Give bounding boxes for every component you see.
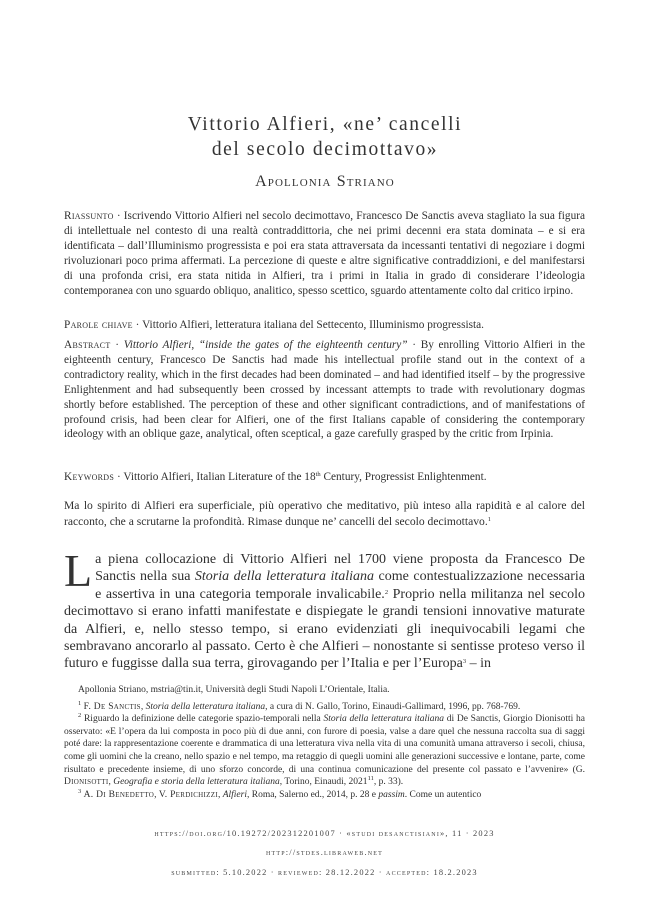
footnote-ref-1: 1 xyxy=(487,515,491,523)
footnote-3-comma: , xyxy=(217,789,223,800)
footnote-1-number: 1 xyxy=(78,699,82,707)
body-text-a: a piena collocazione di Vittorio Alfieri nel 1700 viene proposta da Francesco De Sanctis nella sua xyxy=(95,552,585,585)
footnote-3-author-2: V. Perdichizzi xyxy=(158,789,218,800)
footnote-2-title: Storia della letteratura italiana xyxy=(323,714,445,725)
footnote-1-rest: , a cura di N. Gallo, Torino, Einaudi-Gallimard, 1996, pp. 768-769. xyxy=(265,701,521,712)
footnote-ref-2: 2 xyxy=(384,588,389,596)
abstract-label: Abstract xyxy=(64,339,111,351)
title-line-1: Vittorio Alfieri, «ne’ cancelli xyxy=(187,114,463,135)
footnote-2-author: Dionisotti xyxy=(64,777,109,788)
footnote-1: $^1$ F. De Sanctis, Storia della letteratura italiana, a cura di N. Gallo, Torino, Einaudi-Gallimard, 1996, pp. 768-769. xyxy=(78,699,521,712)
journal-url-link[interactable]: http://stdes.libraweb.net xyxy=(265,848,384,857)
footnote-3-text-a: , Roma, Salerno ed., 2014, p. 28 e xyxy=(246,789,379,800)
footnote-2-text-a: Riguardo la definizione delle categorie spazio-temporali nella xyxy=(83,714,324,725)
keywords-superscript: th xyxy=(315,471,321,478)
title-line-2: del secolo decimottavo» xyxy=(211,139,439,160)
footnote-3-title: Alfieri xyxy=(222,789,247,800)
body-text-d: – in xyxy=(466,656,491,672)
footnote-2 xyxy=(64,713,585,789)
footnote-3-author-1: A. Di Benedetto xyxy=(83,789,155,800)
riassunto-label: Riassunto xyxy=(64,210,114,222)
parole-chiave-text: Vittorio Alfieri, letteratura italiana del Settecento, Illuminismo progressista. xyxy=(142,319,484,331)
footnotes xyxy=(64,684,585,801)
footnote-ref-3: 3 xyxy=(462,658,467,666)
epigraph-text: Ma lo spirito di Alfieri era superficiale, più operativo che meditativo, più inteso alla rapidità e al calore del racconto, che a scrutarne la profondità. Rimase dunque ne’ cancelli del secolo decimottavo. xyxy=(64,499,585,528)
footnote-3-sep: , xyxy=(154,789,159,800)
footnote-2-edition: 11 xyxy=(367,775,374,783)
affiliation-text: Apollonia Striano, mstria@tin.it, Università degli Studi Napoli L’Orientale, Italia. xyxy=(78,685,390,695)
footnote-2-text-d: , Torino, Einaudi, 2021 xyxy=(279,777,368,788)
drop-cap: L xyxy=(64,545,93,596)
footnote-1-author: F. De Sanctis xyxy=(83,701,141,712)
riassunto-text: Iscrivendo Vittorio Alfieri nel secolo decimottavo, Francesco De Sanctis aveva stagliato la sua figura di intellettuale nel contesto di una realtà contraddittoria, che nei primi decenni era stata dominata – e si era identificata – dall’Illuminismo progressista e poi era stata attraversata da incessanti tentativi di negoziare i dogmi rivoluzionari poco prima affermati. La percezione di queste e altre significative contraddizioni, e del manifestarsi di una profonda crisi, era stata nitida in Alfieri, tra i primi in Italia in grado di considerare l’ideologia contemporanea con uno sguardo obliquo, analitico, spesso scettico, sguardo attentamente colto dal critico irpino. xyxy=(64,210,585,297)
keywords-text-end: Century, Progressist Enlightenment. xyxy=(320,471,487,483)
article-title xyxy=(60,112,590,162)
epigraph xyxy=(64,498,585,529)
footnote-2-text-b: di De Sanctis, Giorgio Dionisotti ha osservato: «E l’opera da lui composta in poco più di due anni, con furore di poesia, valse a dare quel che nessuna raccolta sua di saggi poté dare: la rappresentazione coerente e drammatica di una letteratura viva nella vita di una comunità umana attraverso i secoli, chiusa, come gli uomini che la creano, nello spazio e nel tempo, ma retaggio di quegli uomini alle generazioni successive e lontane, parte, come risultato e precedente insieme, di uno sforzo concorde, di una continua comunicazione del presente col passato e l’avvenire» (G. xyxy=(64,714,585,775)
body-paragraph xyxy=(64,545,585,673)
keywords-section: Keywords · Vittorio Alfieri, Italian Literature of the 18th Century, Progressist Enlightenment. xyxy=(64,471,487,483)
article-author: Apollonia Striano xyxy=(255,173,395,190)
keywords-label: Keywords xyxy=(64,471,115,483)
parole-chiave-section: Parole chiave · Vittorio Alfieri, letteratura italiana del Settecento, Illuminismo progressista. xyxy=(64,319,484,331)
author-affiliation xyxy=(64,684,585,697)
footnote-1-title: Storia della letteratura italiana xyxy=(145,701,266,712)
keywords-text: Vittorio Alfieri, Italian Literature of the 18 xyxy=(123,471,316,483)
footnote-3-text-b: . Come un autentico xyxy=(404,789,482,800)
abstract-section: Abstract · Vittorio Alfieri, “inside the gates of the eighteenth century” · By enrolling Vittorio Alfieri in the eighteenth century, Francesco De Sanctis had made his intellectual profile stand out in the context of a contradictory reality, which in the first decades had been dominated – and had identified itself – by the progressive Enlightenment and had subsequently been crossed by incessant attempts to trade with revolutionary dogmas shortly before established. The perception of these and other significant contradictions, and of manifestations of profound crisis, had been clear for Alfieri, one of the first Italians capable of considering the contemporary ideology with an oblique gaze, analytical, often sceptical, a gaze carefully grasped by the critic from Irpinia. xyxy=(64,339,585,441)
footnote-3-number: 3 xyxy=(78,787,82,795)
abstract-text: By enrolling Vittorio Alfieri in the eighteenth century, Francesco De Sanctis had made his intellectual profile stand out in the context of a contradictory reality, which in the first decades had been dominated – and had identified itself – by the progressive Enlightenment and had subsequently been crossed by incessant attempts to trade with revolutionary dogmas shortly before established. The perception of these and other significant contradictions, and of manifestations of profound crisis, had been clear for Alfieri, one of the first Italians capable of considering the contemporary ideology with an oblique gaze, analytical, often sceptical, a gaze carefully grasped by the critic from Irpinia. xyxy=(64,339,585,441)
body-text-b: come contestualizzazione necessaria e assertiva in una categoria temporale invalicabile. xyxy=(95,569,585,602)
body-text-c: Proprio nella militanza nel secolo decimottavo si erano infatti manifestate e dispiegate le grandi tensioni innovative maturate da Alfieri, e, nello stesso tempo, si erano evidenziati gli inequivocabili legami che sembravano ancorarlo al passato. Certo è che Alfieri – nonostante si sentisse proteso verso il futuro e fuggisse dalla sua terra, girovagando per l’Italia e per l’Europa xyxy=(64,586,585,672)
footnote-2-title-2: Geografia e storia della letteratura italiana xyxy=(113,777,280,788)
doi-link[interactable]: https://doi.org/10.19272/202312201007 · «studi desanctisiani», 11 · 2023 xyxy=(154,829,495,838)
footnote-3-passim: passim xyxy=(378,789,405,800)
footnote-3 xyxy=(64,789,585,802)
parole-chiave-label: Parole chiave xyxy=(64,319,133,331)
abstract-title: Vittorio Alfieri, “inside the gates of the eighteenth century” xyxy=(123,339,408,351)
body-italic-title: Storia della letteratura italiana xyxy=(194,569,375,585)
footnote-2-text-e: , p. 33). xyxy=(373,777,404,788)
submission-dates: submitted: 5.10.2022 · reviewed: 28.12.2022 · accepted: 18.2.2023 xyxy=(171,868,478,877)
riassunto-section: Riassunto · Iscrivendo Vittorio Alfieri nel secolo decimottavo, Francesco De Sanctis aveva stagliato la sua figura di intellettuale nel contesto di una realtà contraddittoria, che nei primi decenni era stata dominata – e si era identificata – dall’Illuminismo progressista e poi era stata attraversata da incessanti tentativi di negoziare i dogmi rivoluzionari poco prima affermati. La percezione di queste e altre significative contraddizioni, e del manifestarsi di una profonda crisi, era stata nitida in Alfieri, tra i primi in Italia in grado di considerare l’ideologia contemporanea con uno sguardo obliquo, analitico, spesso scettico, sguardo attentamente colto dal critico irpino. xyxy=(64,210,585,297)
footnote-2-comma: , xyxy=(108,777,114,788)
footnote-2-number: 2 xyxy=(78,712,82,720)
